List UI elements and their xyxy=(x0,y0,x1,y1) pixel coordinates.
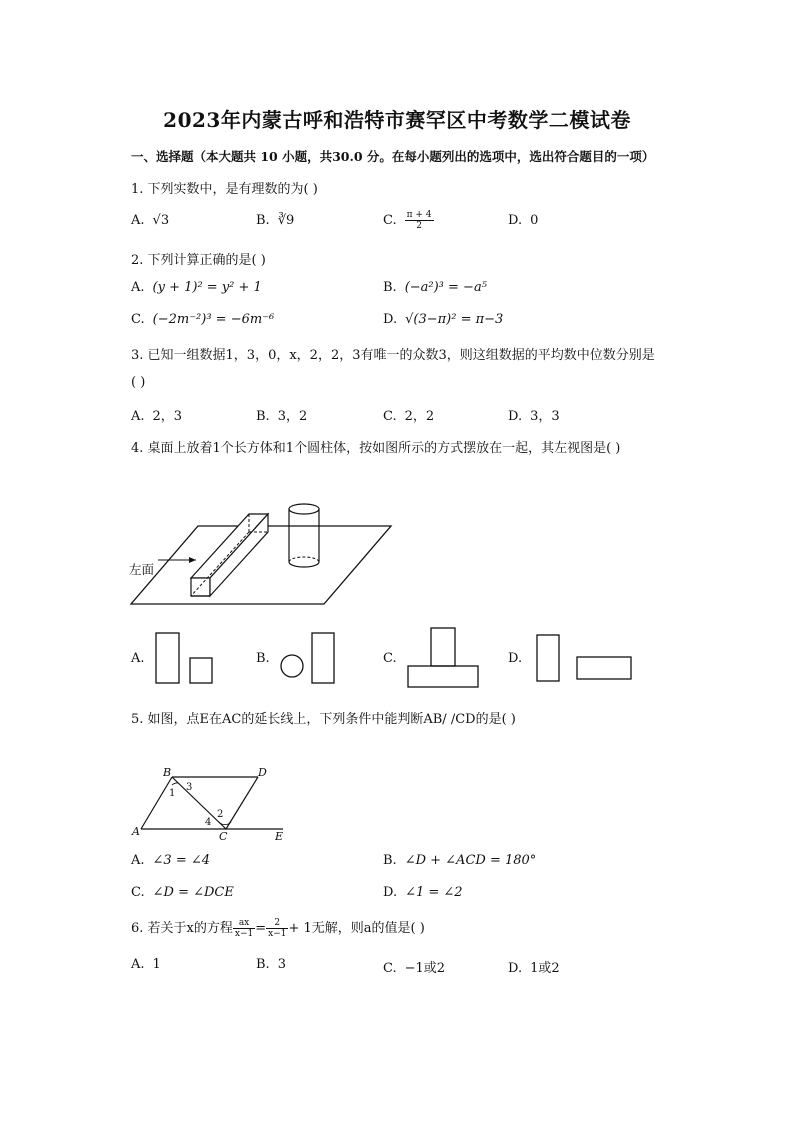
q2-option-d: D. √(3−π)² = π−3 xyxy=(383,312,504,327)
q4-figure-label: 左面 xyxy=(129,562,155,577)
q4-option-a: A. xyxy=(131,651,145,666)
question-3-stem-cont: ( ) xyxy=(131,375,146,390)
q5-angle-4: 4 xyxy=(205,817,212,828)
q5-option-c: C. ∠D = ∠DCE xyxy=(131,885,234,900)
section-heading: 一、选择题（本大题共 10 小题，共30.0 分。在每小题列出的选项中，选出符合题目的一项） xyxy=(131,149,655,164)
question-1-stem: 1. 下列实数中，是有理数的为( ) xyxy=(131,182,318,197)
q1-option-c: C. $\frac{\pi + 4}{2}$ xyxy=(383,210,432,231)
q6-option-b: B. 3 xyxy=(256,957,286,972)
q4-option-b: B. xyxy=(256,651,270,666)
q5-point-e: E xyxy=(275,830,284,843)
q6-rhs-fraction: $\frac{2}{x-1}$ xyxy=(268,918,287,939)
exam-title: 2023年内蒙古呼和浩特市赛罕区中考数学二模试卷 xyxy=(163,108,631,132)
q6-option-a: A. 1 xyxy=(131,957,161,972)
q5-option-b: B. ∠D + ∠ACD = 180° xyxy=(383,853,537,868)
q2-option-b: B. (−a²)³ = −a⁵ xyxy=(383,280,487,295)
q5-option-d: D. ∠1 = ∠2 xyxy=(383,885,463,900)
q6-lhs-fraction: $\frac{ax}{x-1}$ xyxy=(234,918,254,939)
q3-option-a: A. 2，3 xyxy=(131,409,183,424)
q4-option-c: C. xyxy=(383,651,397,666)
q5-angle-3: 3 xyxy=(186,782,193,793)
q5-angle-1: 1 xyxy=(169,788,176,799)
question-2-stem: 2. 下列计算正确的是( ) xyxy=(131,253,266,268)
q6-option-c: C. −1或2 xyxy=(383,961,446,976)
q5-point-c: C xyxy=(219,830,228,843)
q5-point-d: D xyxy=(258,766,267,779)
q3-option-c: C. 2，2 xyxy=(383,409,435,424)
q1-option-a: A. √3 xyxy=(131,213,170,228)
question-5-stem: 5. 如图，点E在AC的延长线上，下列条件中能判断AB/ /CD的是( ) xyxy=(131,712,516,727)
q1-option-d: D. 0 xyxy=(508,213,539,228)
q5-point-a: A xyxy=(132,825,140,838)
q2-option-c: C. (−2m⁻²)³ = −6m⁻⁶ xyxy=(131,312,275,327)
q5-option-a: A. ∠3 = ∠4 xyxy=(131,853,211,868)
q5-angle-2: 2 xyxy=(217,809,224,820)
q1-option-b: B. ∛9 xyxy=(256,213,295,228)
q4-option-d: D. xyxy=(508,651,523,666)
q2-option-a: A. (y + 1)² = y² + 1 xyxy=(131,280,262,295)
question-4-stem: 4. 桌面上放着1个长方体和1个圆柱体，按如图所示的方式摆放在一起，其左视图是( ) xyxy=(131,441,621,456)
q3-option-b: B. 3，2 xyxy=(256,409,308,424)
q1-c-fraction: $\frac{\pi + 4}{2}$ xyxy=(406,210,432,231)
q5-point-b: B xyxy=(163,766,172,779)
q3-option-d: D. 3，3 xyxy=(508,409,560,424)
q6-option-d: D. 1或2 xyxy=(508,961,560,976)
question-6-stem: 6. 若关于x的方程 $\frac{ax}{x-1}$ = $\frac{2}{x-1}$ + 1无解，则a的值是( ) xyxy=(131,918,425,939)
question-3-stem: 3. 已知一组数据1，3，0，x，2，2，3有唯一的众数3，则这组数据的平均数中位数分别是 xyxy=(131,348,655,363)
